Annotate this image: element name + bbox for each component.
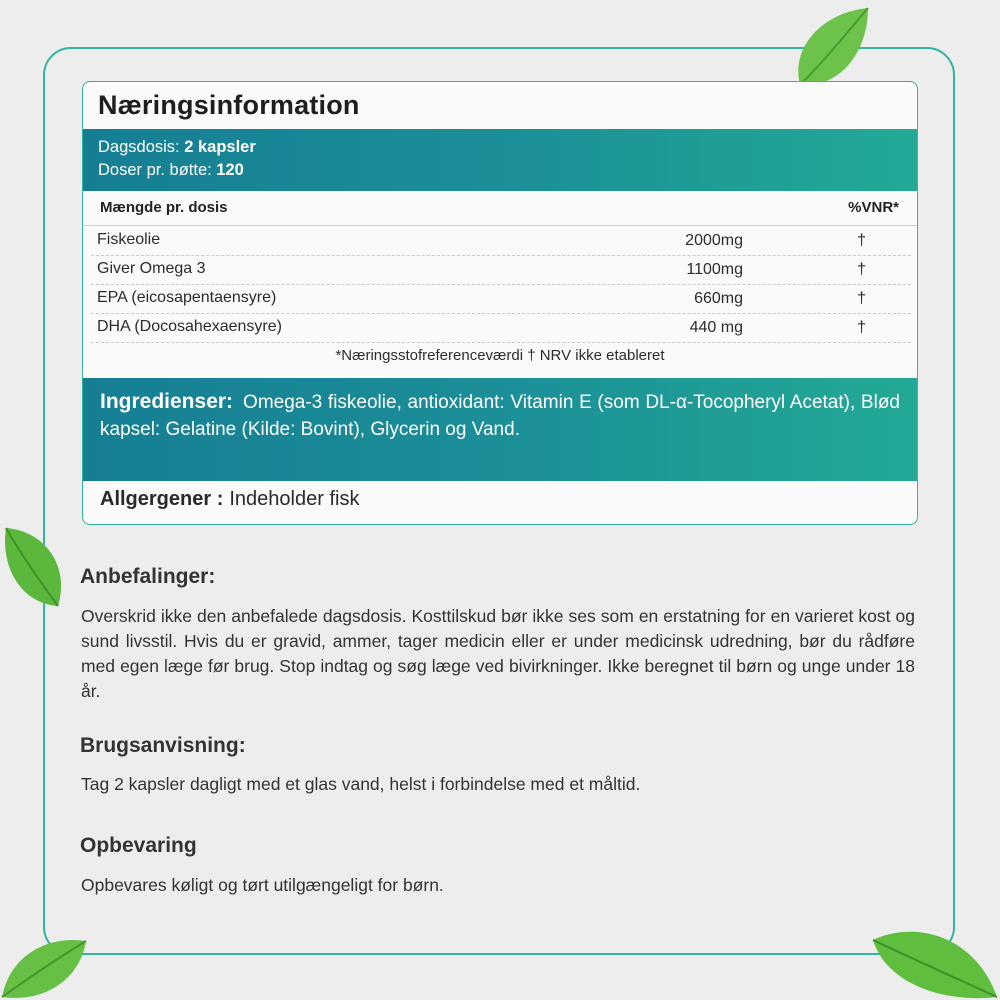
ingredients-block [100,388,900,443]
leaf-icon [0,526,66,610]
recommendations-heading: Anbefalinger: [80,565,216,588]
row-name: Giver Omega 3 [97,260,206,277]
leaf-icon [0,935,90,1000]
table-row [91,313,911,343]
row-vnr: † [857,261,866,278]
row-amount: 440 mg [689,319,743,336]
usage-heading: Brugsanvisning: [80,734,246,757]
row-vnr: † [857,290,866,307]
daily-dose-line [98,138,256,157]
nutrition-title: Næringsinformation [98,90,360,120]
row-amount: 1100mg [686,261,743,278]
row-name: DHA (Docosahexaensyre) [97,318,282,335]
doses-per-tub-label: Doser pr. bøtte: [98,161,217,179]
allergens-label: Allgergener : [100,488,224,510]
nrv-footnote: *Næringsstofreferenceværdi † NRV ikke etableret [335,347,665,364]
allergens-line [100,488,359,511]
storage-text: Opbevares køligt og tørt utilgængeligt for børn. [81,875,444,895]
daily-dose-label: Dagsdosis: [98,138,185,156]
row-vnr: † [857,319,866,336]
row-amount: 660mg [694,290,743,307]
nutrition-card [82,81,918,525]
row-vnr: † [857,232,866,249]
row-name: Fiskeolie [97,231,161,248]
doses-per-tub-value: 120 [216,161,244,179]
row-amount: 2000mg [685,232,743,249]
storage-heading: Opbevaring [80,834,197,857]
daily-dose-value: 2 kapsler [184,138,256,156]
usage-text: Tag 2 kapsler dagligt med et glas vand, helst i forbindelse med et måltid. [81,774,641,794]
table-row [91,226,911,256]
doses-per-tub-line [98,161,244,180]
table-row [91,255,911,285]
recommendations-text: Overskrid ikke den anbefalede dagsdosis. Kosttilskud bør ikke ses som en erstatning for en varieret kost og sund livsstil. Hvis du er gravid, ammer, tager medicin eller er under medicinsk udredning, bør du rådføre med egen læge før brug. Stop indtag og søg læge ved bivirkninger. Ikke beregnet til børn og unge under 18 år. [81,606,915,701]
ingredients-band [83,378,917,481]
allergens-text: Indeholder fisk [229,488,360,510]
ingredients-label: Ingredienser: [100,390,234,413]
table-row [91,284,911,314]
dose-info-band [83,129,917,191]
row-name: EPA (eicosapentaensyre) [97,289,277,306]
ingredients-text: Omega-3 fiskeolie, antioxidant: Vitamin E (som DL-α-Tocopheryl Acetat), Blød kapsel: Gelatine (Kilde: Bovint), Glycerin og Vand. [100,392,900,440]
leaf-icon [865,925,1000,1000]
header-vnr: %VNR* [848,199,899,216]
header-amount: Mængde pr. dosis [100,199,228,216]
table-header [83,191,917,226]
